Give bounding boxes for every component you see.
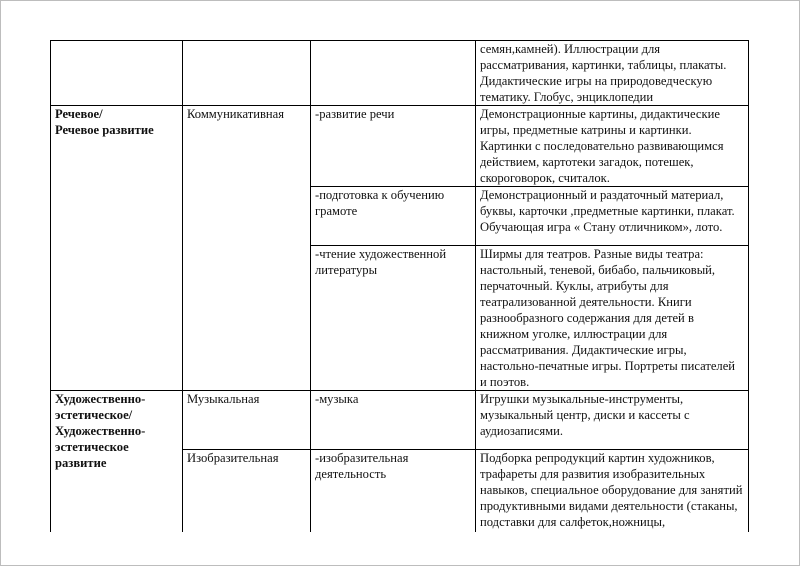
table-row xyxy=(51,391,749,450)
equipment-table xyxy=(50,40,749,532)
area-cell-art: Художественно-эстетическое/ Художественно-эстетическое развитие xyxy=(51,391,183,532)
section-cell: -развитие речи xyxy=(311,106,476,187)
equipment-cell: Демонстрационный и раздаточный материал, буквы, карточки ,предметные картинки, плакат. Обучающая игра « Стану отличником», лото. xyxy=(476,187,749,246)
equipment-cell: Игрушки музыкальные-инструменты, музыкальный центр, диски и кассеты с аудиозаписями. xyxy=(476,391,749,450)
activity-cell: Музыкальная xyxy=(183,391,311,450)
activity-cell xyxy=(183,41,311,106)
table-row xyxy=(51,106,749,187)
table-row xyxy=(51,41,749,106)
equipment-cell: Ширмы для театров. Разные виды театра: настольный, теневой, бибабо, пальчиковый, перчаточный. Куклы, атрибуты для театрализованной деятельности. Книги разнообразного содержания для детей в книжном уголке, иллюстрации для рассматривания. Дидактические игры, настольно-печатные игры. Портреты писателей и поэтов. xyxy=(476,246,749,391)
section-cell: -чтение художественной литературы xyxy=(311,246,476,391)
section-cell: -подготовка к обучению грамоте xyxy=(311,187,476,246)
section-cell: -изобразительная деятельность xyxy=(311,450,476,532)
activity-cell: Коммуникативная xyxy=(183,106,311,391)
activity-cell: Изобразительная xyxy=(183,450,311,532)
area-cell-speech xyxy=(51,106,183,391)
equipment-cell: Демонстрационные картины, дидактические игры, предметные катрины и картинки. Картинки с последовательно развивающимся действием, картотеки загадок, потешек, скороговорок, считалок. xyxy=(476,106,749,187)
area-line-2: Речевое развитие xyxy=(55,123,154,137)
area-line-1: Речевое/ xyxy=(55,107,103,121)
section-cell xyxy=(311,41,476,106)
section-cell: -музыка xyxy=(311,391,476,450)
equipment-cell: семян,камней). Иллюстрации для рассматривания, картинки, таблицы, плакаты. Дидактические игры на природоведческую тематику. Глобус, энциклопедии xyxy=(476,41,749,106)
area-cell xyxy=(51,41,183,106)
equipment-cell: Подборка репродукций картин художников, трафареты для развития изобразительных навыков, специальное оборудование для занятий продуктивными видами деятельности (стаканы, подставки для салфеток,ножницы, xyxy=(476,450,749,532)
